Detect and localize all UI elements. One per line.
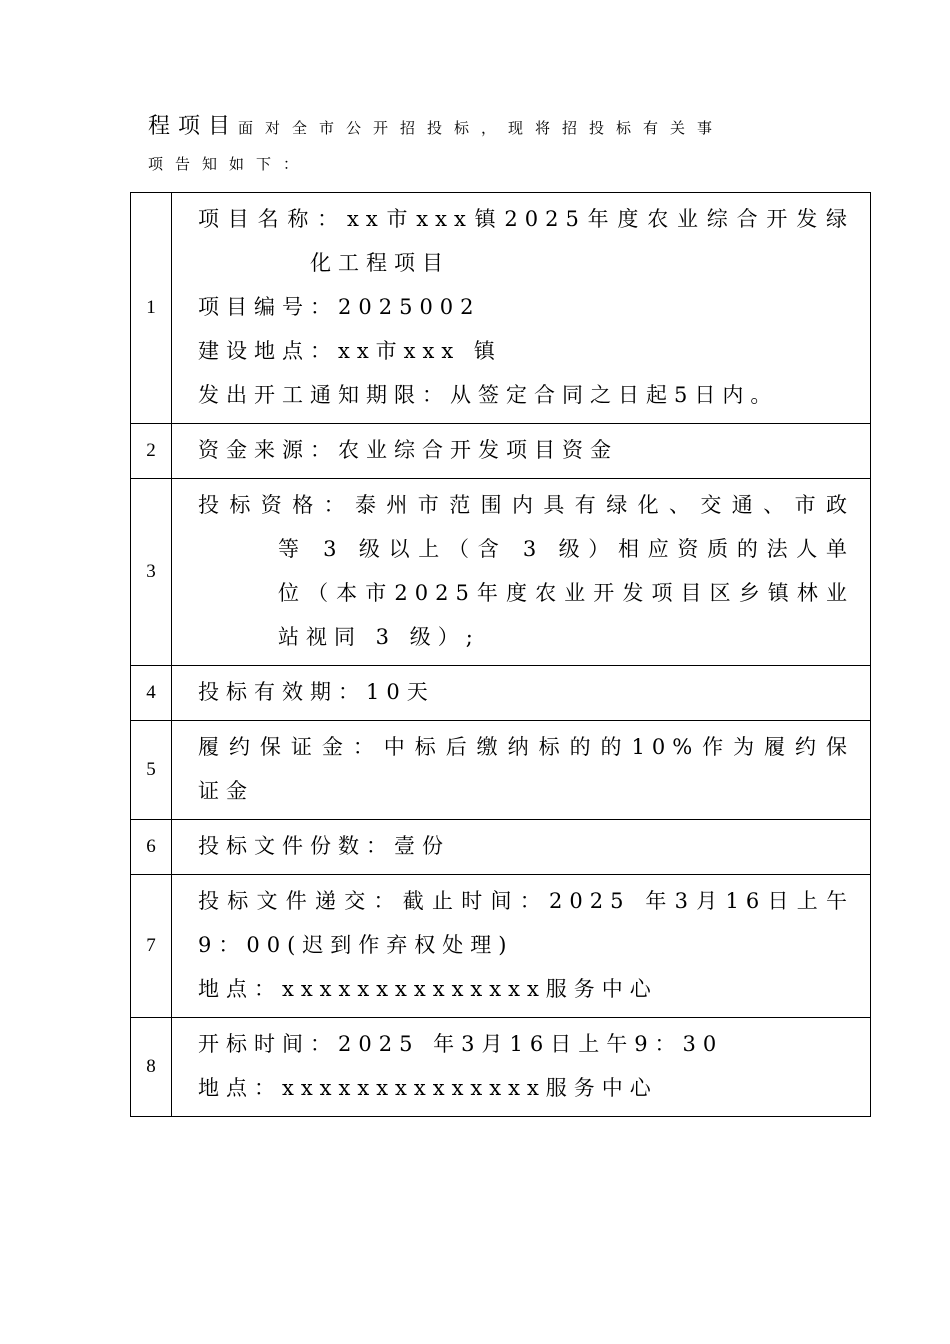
bid-validity: 投标有效期：10天: [172, 666, 871, 721]
project-name-line-1: 项目名称：xx市xxx镇2025年度农业综合开发绿: [198, 207, 854, 231]
funding-source: 资金来源：农业综合开发项目资金: [172, 424, 871, 479]
row-content: [172, 721, 871, 820]
start-notice-deadline: 发出开工通知期限：从签定合同之日起5日内。: [198, 383, 779, 407]
qualification-line-4: 站视同 3 级）;: [278, 625, 480, 649]
row-content: [172, 875, 871, 1018]
project-code: 项目编号：2025002: [198, 295, 481, 319]
qualification-line-2: 等 3 级以上（含 3 级）相应资质的法人单: [278, 537, 854, 561]
performance-bond-line-1: 履约保证金：中标后缴纳标的的10%作为履约保: [198, 735, 854, 759]
table-row: [131, 820, 871, 875]
qualification-line-3: 位（本市2025年度农业开发项目区乡镇林业: [278, 581, 854, 605]
table-row: [131, 721, 871, 820]
row-number: 1: [131, 193, 172, 424]
intro-paragraph: [148, 112, 828, 179]
intro-lead: 程项目: [148, 114, 239, 139]
row-number: 7: [131, 875, 172, 1018]
intro-line-2: 项告知如下：: [148, 155, 311, 173]
row-number: 5: [131, 721, 172, 820]
bid-copies: 投标文件份数：壹份: [172, 820, 871, 875]
table-row: [131, 875, 871, 1018]
submission-location: 地点：xxxxxxxxxxxxxx服务中心: [198, 977, 658, 1001]
opening-time: 开标时间：2025 年3月16日上午9：30: [198, 1032, 724, 1056]
opening-location: 地点：xxxxxxxxxxxxxx服务中心: [198, 1076, 658, 1100]
row-number: 6: [131, 820, 172, 875]
table-row: [131, 193, 871, 424]
intro-line-1-text: 面对全市公开招投标，现将招投标有关事: [238, 119, 725, 137]
row-content: [172, 1018, 871, 1117]
intro-line-1: [148, 112, 828, 143]
row-content: [172, 479, 871, 666]
late-submission-note: 9：00(迟到作弃权处理): [198, 933, 514, 957]
qualification-continued: [198, 527, 854, 659]
row-number: 2: [131, 424, 172, 479]
table-row: [131, 424, 871, 479]
row-number: 8: [131, 1018, 172, 1117]
row-number: 3: [131, 479, 172, 666]
qualification-line-1: 投标资格：泰州市范围内具有绿化、交通、市政: [198, 493, 854, 517]
table-row: [131, 479, 871, 666]
project-name-line-2: 化工程项目: [310, 251, 450, 275]
row-number: 4: [131, 666, 172, 721]
bid-info-table: [130, 192, 871, 1117]
table-row: [131, 1018, 871, 1117]
row-content: [172, 193, 871, 424]
construction-location: 建设地点：xx市xxx 镇: [198, 339, 502, 363]
performance-bond-line-2: 证金: [198, 779, 254, 803]
submission-deadline: 投标文件递交：截止时间：2025 年3月16日上午: [198, 889, 854, 913]
table-row: [131, 666, 871, 721]
